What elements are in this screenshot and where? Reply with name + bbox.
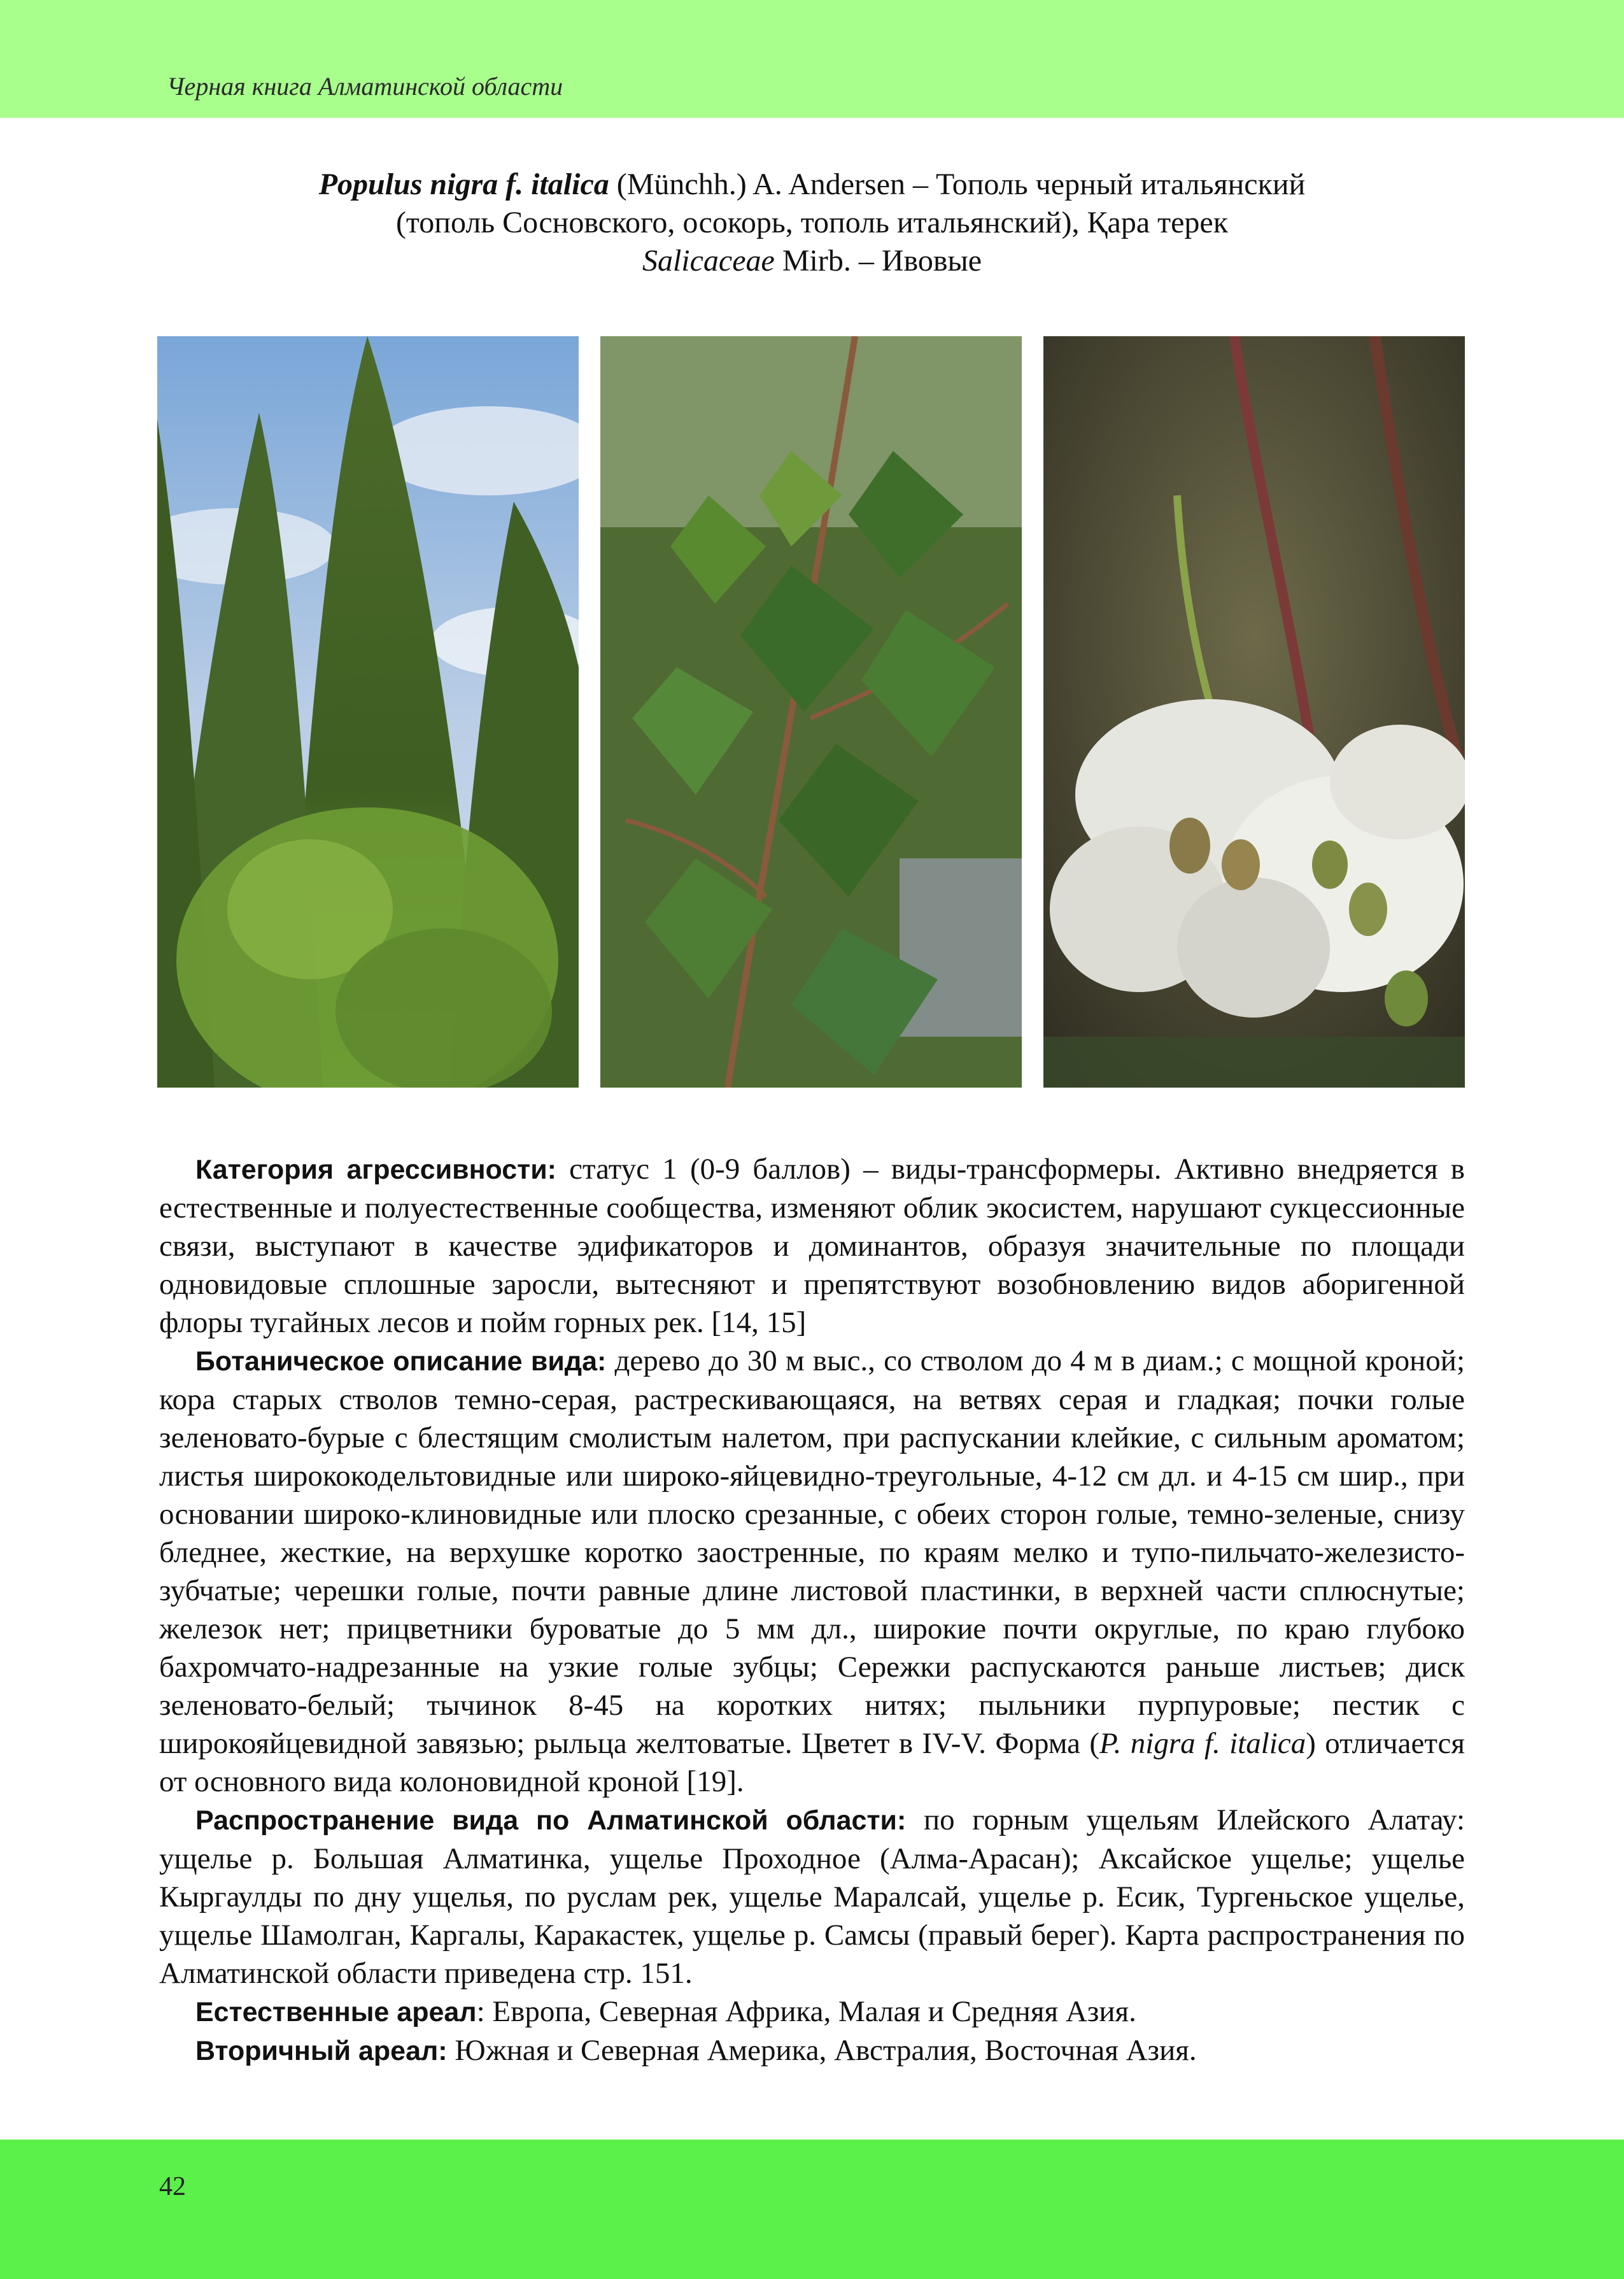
aggressiveness-text: статус 1 (0-9 баллов) – виды-трансформеры. Активно внедряется в естественные и полуестественные сообщества, изменяют облик экосистем, нарушают сукцессионные связи, выступают в качестве эдификаторов и доминантов, образуя значительные по площади одновидовые сплошные заросли, вытесняют и препятствуют возобновлению видов аборигенной флоры тугайных лесов и пойм горных рек. [14, 15] xyxy=(159,1153,1465,1339)
running-title: Черная книга Алматинской области xyxy=(167,72,563,101)
species-latin-name: Populus nigra f. italica xyxy=(318,167,609,201)
description-paragraph xyxy=(159,1342,1465,1801)
poplar-seed-fluff-photo xyxy=(1043,336,1465,1088)
poplar-trees-photo xyxy=(157,336,579,1088)
species-title-line xyxy=(159,166,1465,204)
species-title-block xyxy=(159,166,1465,280)
family-rest: Mirb. – Ивовые xyxy=(782,244,982,278)
secondary-range-text: Южная и Северная Америка, Австралия, Восточная Азия. xyxy=(455,2034,1197,2067)
aggressiveness-label: Категория агрессивности: xyxy=(195,1154,556,1185)
description-text: дерево до 30 м выс., со стволом до 4 м в диам.; с мощной кроной; кора старых стволов темно-серая, растрескивающаяся, на ветвях серая и гладкая; почки голые зеленовато-бурые с блестящим смолистым налетом, при распускании клейкие, с сильным ароматом; листья ширококодельтовидные или широко-яйцевидно-треугольные, 4-12 см дл. и 4-15 см шир., при основании широко-клиновидные или плоско срезанные, с обеих сторон голые, темно-зеленые, снизу бледнее, жесткие, на верхушке коротко заостренные, по краям мелко и тупо-пильчато-железисто-зубчатые; черешки голые, почти равные длине листовой пластинки, в верхней части сплюснутые; железок нет; прицветники буроватые до 5 мм дл., широкие почти округлые, по краю глубоко бахромчато-надрезанные на узкие голые зубцы; Сережки распускаются раньше листьев; диск зеленовато-белый; тычинок 8-45 на коротких нитях; пыльники пурпуровые; пестик с широкояйцевидной завязью; рыльца желтоватые. Цветет в IV-V. Форма ( xyxy=(159,1344,1465,1760)
description-italic-name: P. nigra f. italica xyxy=(1099,1727,1306,1760)
distribution-label: Распространение вида по Алматинской области: xyxy=(195,1805,907,1836)
description-text-end: ) отличается от основного вида колоновидной кроной [19]. xyxy=(159,1727,1465,1798)
species-synonyms: (тополь Сосновского, осокорь, тополь итальянский), Қара терек xyxy=(395,206,1229,239)
footer-band xyxy=(0,2140,1624,2279)
native-range-label: Естественные ареал xyxy=(195,1997,477,2027)
family-latin-name: Salicaceae xyxy=(642,244,775,278)
aggressiveness-paragraph xyxy=(159,1150,1465,1342)
distribution-text: по горным ущельям Илейского Алатау: ущелье р. Большая Алматинка, ущелье Проходное (Алма-Арасан); Аксайское ущелье; ущелье Кыргаулды по дну ущелья, по руслам рек, ущелье Маралсай, ущелье р. Есик, Тургеньское ущелье, ущелье Шамолган, Каргалы, Каракастек, ущелье р. Самсы (правый берег). Карта распространения по Алматинской области приведена стр. 151. xyxy=(159,1803,1465,1990)
poplar-leaves-photo xyxy=(600,336,1022,1088)
secondary-range-paragraph xyxy=(159,2031,1465,2070)
description-label: Ботаническое описание вида: xyxy=(195,1346,607,1377)
page-number: 42 xyxy=(159,2172,186,2201)
family-line xyxy=(159,242,1465,280)
secondary-range-label: Вторичный ареал: xyxy=(195,2036,448,2066)
native-range-paragraph xyxy=(159,1992,1465,2031)
distribution-paragraph xyxy=(159,1801,1465,1992)
native-range-text: : Европа, Северная Африка, Малая и Средняя Азия. xyxy=(476,1995,1136,2028)
species-author: (Münchh.) A. Andersen – Тополь черный итальянский xyxy=(616,167,1306,201)
species-text-block xyxy=(159,1150,1465,2070)
